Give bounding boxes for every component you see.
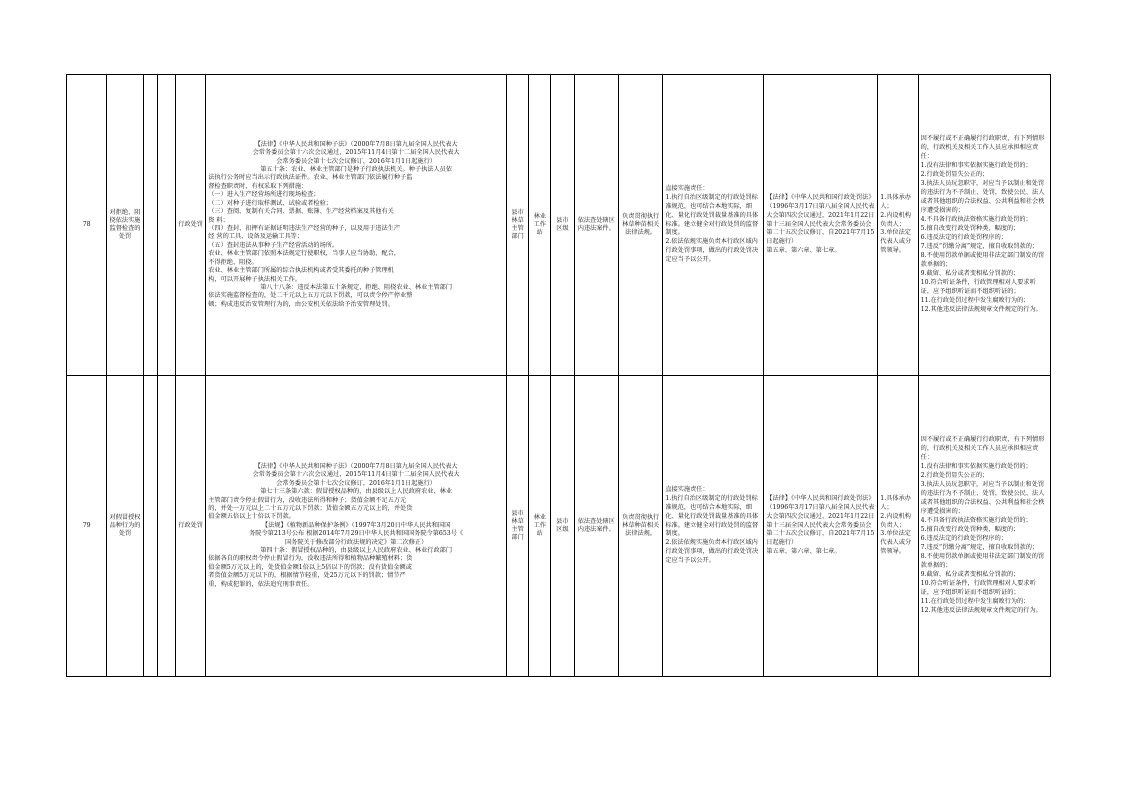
standard-basis: [764, 75, 878, 376]
responsible-subjects: [878, 376, 918, 677]
responsible-subjects-line: 3.单位法定代表人或分管领导。: [880, 229, 912, 255]
implementing-department: 县市林草主管部门: [506, 376, 528, 677]
legal-basis-line: 第五十条：农业、林业主管部门是种子行政执法机关。种子执法人员依: [260, 166, 453, 174]
power-type: 行政处罚: [175, 376, 205, 677]
implementing-unit: 林业工作站: [529, 75, 551, 376]
sub-item-name-cell: [157, 75, 175, 376]
standard-basis: [764, 376, 878, 677]
liability-items: [918, 75, 1050, 376]
responsible-subjects-line: 1.具体承办人；: [880, 494, 911, 511]
legal-basis-line: 值金额5万元以上的，处货值金额1倍以上5倍以下的罚款；没有货值金额或: [208, 563, 412, 571]
legal-basis-line: 国务院关于修改部分行政法规的决定》第二次修正）: [284, 538, 428, 546]
liability-items-line: 因不履行或不正确履行行政职责，有下列情形的，行政机关及相关工作人员应承担相应责任：: [920, 436, 1045, 462]
legal-basis-line: 构，可以开展种子执法相关工作。: [208, 275, 302, 283]
legal-basis-line: 会常务委员会第十七次会议修订，2016年1月1日起施行）: [276, 157, 436, 165]
duty-items-line: 1.执行自治区级制定的行政处罚标准规范，也可结合本地实际，细化、量化行政处罚裁量基准的具体标准。建立健全对行政处罚的监督制度。: [665, 193, 759, 237]
liability-items-line: 12.其他违反法律法规规章文件规定的行为。: [920, 305, 1042, 313]
liability-items-line: 3.执法人员玩忽职守，对应当予以制止和处罚的违法行为不予制止、处罚，致使公民、法人或者其他组织的合法权益、公共利益和社会秩序遭受损害的；: [920, 180, 1045, 215]
legal-basis: [206, 75, 507, 376]
sub-item-cell: [143, 75, 157, 376]
implementing-unit: 林业工作站: [529, 376, 551, 677]
legal-basis-line: （三）查阅、复制有关合同、票据、账簿、生产经营档案及其他有关: [208, 208, 394, 216]
legal-basis-line: 顿；构成违反治安管理行为的，由公安机关依法给予治安管理处罚。: [208, 300, 394, 308]
liability-items-line: 12.其他违反法律法规规章文件规定的行为。: [920, 606, 1042, 614]
legal-basis: [206, 376, 507, 677]
power-type: 行政处罚: [175, 75, 205, 376]
responsible-subjects-line: 1.具体承办人；: [880, 193, 911, 210]
item-number: 79: [67, 376, 107, 677]
liability-items-line: 7.违反“罚缴分离”规定，擅自收取罚款的；: [920, 242, 1039, 250]
legal-basis-line: 主管部门责令停止假冒行为，没收违法所得和种子；货值金额不足五万元: [208, 496, 407, 504]
liability-items-line: 2.行政处罚显失公正的；: [920, 472, 989, 480]
legal-basis-line: 会常务委员会第十七次会议修订，2016年1月1日起施行）: [276, 479, 436, 487]
legal-basis-line: 依据各自的职权责令停止假冒行为，没收违法所得和植物品种繁殖材料；货: [208, 555, 413, 563]
liability-items-line: 3.执法人员玩忽职守，对应当予以制止和处罚的违法行为不予制止、处罚，致使公民、法人或者其他组织的合法权益、公共利益和社会秩序遭受损害的；: [920, 481, 1045, 516]
legal-basis-line: 第四十条：假冒授权品种的，由县级以上人民政府农业、林业行政部门: [260, 547, 453, 555]
department-responsibility: 负责贯彻执行林草种苗相关法律法规。: [618, 376, 662, 677]
duty-items-line: 2.依法依规实施负责本行政区域内行政处罚事项，做出的行政处罚决定应当予以公开。: [665, 539, 759, 565]
standard-basis-line: 第五章、第六章、第七章。: [766, 247, 841, 255]
duty-items-line: 直接实施责任：: [665, 184, 709, 192]
responsible-subjects-line: 2.内设机构负责人；: [880, 512, 911, 529]
liability-items-line: 7.违反“罚缴分离”规定，擅自收取罚款的；: [920, 543, 1039, 551]
legal-basis-line: 第七十三条第六款：假冒授权品种的，由县级以上人民政府农业、林业: [260, 488, 453, 496]
duty-items-line: 1.执行自治区级制定的行政处罚标准规范，也可结合本地实际，细化、量化行政处罚裁量基准的具体标准。建立健全对行政处罚的监督制度。: [665, 494, 759, 538]
liability-items-line: 2.行政处罚显失公正的；: [920, 171, 989, 179]
responsible-subjects: [878, 75, 918, 376]
legal-basis-line: 依法实施监督检查的，处二千元以上五万元以下罚款，可以责令停产停业整: [208, 292, 413, 300]
liability-items: [918, 376, 1050, 677]
table-body: [67, 75, 1051, 677]
legal-basis-line: 值金额五倍以上十倍以下罚款。: [208, 513, 295, 521]
standard-basis-line: 【法律】《中华人民共和国行政处罚法》（1996年3月17日第八届全国人民代表大会第四次会议通过，2021年1月22日第十三届全国人民代表大会常务委员会第二十五次会议修订，自2021年7月15日起施行）: [766, 193, 875, 246]
liability-items-line: 8.不使用罚款单据或使用非法定部门制发的罚款单据的；: [920, 552, 1045, 569]
liability-items-line: 4.不具备行政执法资格实施行政处罚的；: [920, 517, 1032, 525]
legal-basis-line: 会常务委员会第十六次会议通过，2015年11月4日第十二届全国人民代表大: [252, 149, 460, 157]
administrative-level: 县市区级: [551, 75, 574, 376]
sub-item-name-cell: [157, 376, 175, 677]
implementing-department: 县市林草主管部门: [506, 75, 528, 376]
legal-basis-line: 不得拒绝、阻挠。: [208, 258, 258, 266]
legal-basis-line: 农业、林业主管部门所属的综合执法机构或者受其委托的种子管理机: [208, 267, 394, 275]
duty-items: [663, 75, 764, 376]
liability-items-line: 11.在行政处罚过程中发生腐败行为的；: [920, 597, 1030, 605]
power-list-table: [66, 74, 1051, 677]
liability-items-line: 8.不使用罚款单据或使用非法定部门制发的罚款单据的；: [920, 251, 1045, 268]
legal-basis-line: 会常务委员会第十六次会议通过，2015年11月4日第十二届全国人民代表大: [252, 471, 460, 479]
duty-items: [663, 376, 764, 677]
liability-items-line: 因不履行或不正确履行行政职责，有下列情形的，行政机关及相关工作人员应承担相应责任：: [920, 135, 1045, 161]
sub-item-cell: [143, 376, 157, 677]
liability-items-line: 10.符合听证条件，行政管理相对人要求听证，应予组织听证而不组织听证的；: [920, 579, 1036, 596]
legal-basis-line: 务院令第213号公布 根据2014年7月29日中华人民共和国国务院令第653号《: [249, 530, 464, 538]
liability-items-line: 1.没有法律和事实依据实施行政处罚的；: [920, 463, 1032, 471]
standard-basis-line: 【法律】《中华人民共和国行政处罚法》（1996年3月17日第八届全国人民代表大会第四次会议通过，2021年1月22日第十三届全国人民代表大会常务委员会第二十五次会议修订，自2021年7月15日起施行）: [766, 494, 875, 547]
table-row: [67, 75, 1051, 376]
duty-items-line: 2.依法依规实施负责本行政区域内行政处罚事项，做出的行政处罚决定应当予以公开。: [665, 238, 759, 264]
department-responsibility: 负责贯彻执行林草种苗相关法律法规。: [618, 75, 662, 376]
liability-items-line: 11.在行政处罚过程中发生腐败行为的；: [920, 296, 1030, 304]
liability-items-line: 6.违反法定的行政处罚程序的；: [920, 233, 1007, 241]
legal-basis-line: 者货值金额5万元以下的，根据情节轻重，处25万元以下的罚款；情节严: [208, 572, 406, 580]
legal-basis-line: 法执行公务时应当出示行政执法证件。农业、林业主管部门依法履行种子监: [208, 174, 413, 182]
liability-items-line: 4.不具备行政执法资格实施行政处罚的；: [920, 216, 1032, 224]
liability-items-line: 9.截留、私分或者变相私分罚款的；: [920, 570, 1020, 578]
legal-basis-line: 的，并处一万元以上二十五万元以下罚款；货值金额五万元以上的，并处货: [208, 504, 413, 512]
legal-basis-line: （二）对种子进行取样测试、试验或者检验；: [208, 199, 332, 207]
administrative-level: 县市区级: [551, 376, 574, 677]
legal-basis-line: （一）进入生产经营场所进行现场检查；: [208, 191, 320, 199]
legal-basis-line: 经 营的工具、设备及运输工具等；: [208, 233, 304, 241]
responsible-subjects-line: 2.内设机构负责人；: [880, 211, 911, 228]
liability-items-line: 9.截留、私分或者变相私分罚款的；: [920, 269, 1020, 277]
liability-items-line: 5.擅自改变行政处罚种类、幅度的；: [920, 526, 1020, 533]
duty-items-line: 直接实施责任：: [665, 485, 709, 493]
liability-items-line: 10.符合听证条件，行政管理相对人要求听证，应予组织听证而不组织听证的；: [920, 278, 1036, 295]
legal-basis-line: 农业、林业主管部门依照本法规定行使职权，当事人应当协助、配合，: [208, 250, 401, 258]
responsible-subjects-line: 3.单位法定代表人或分管领导。: [880, 530, 912, 556]
legal-basis-line: 【法律】《中华人民共和国种子法》（2000年7月8日第九届全国人民代表大: [254, 140, 458, 148]
item-name: 对拒绝、阻挠依法实施监督检查的处罚: [107, 75, 143, 376]
exercise-scope: 依法查处辖区内违法案件。: [574, 75, 618, 376]
legal-basis-line: 督检查职责时，有权采取下列措施：: [208, 182, 308, 190]
item-number: 78: [67, 75, 107, 376]
exercise-scope: 依法查处辖区内违法案件。: [574, 376, 618, 677]
table-row: [67, 376, 1051, 677]
legal-basis-line: （四）查封、扣押有证据证明违法生产经营的种子，以及用于违法生产: [208, 225, 401, 232]
standard-basis-line: 第五章、第六章、第七章。: [766, 548, 841, 556]
legal-basis-line: 第八十八条：违反本法第五十条规定，拒绝、阻挠农业、林业主管部门: [260, 283, 453, 291]
legal-basis-line: （五）查封违法从事种子生产经营活动的场所。: [208, 241, 339, 249]
legal-basis-line: 【法规】《植物新品种保护条例》（1997年3月20日中华人民共和国国: [261, 521, 451, 529]
legal-basis-line: 重，构成犯罪的，依法追究刑事责任。: [208, 580, 314, 588]
legal-basis-line: 资 料；: [208, 216, 229, 224]
liability-items-line: 1.没有法律和事实依据实施行政处罚的；: [920, 162, 1032, 170]
liability-items-line: 6.违反法定的行政处罚程序的；: [920, 534, 1007, 542]
item-name: 对假冒授权品种行为的处罚: [107, 376, 143, 677]
liability-items-line: 5.擅自改变行政处罚种类、幅度的；: [920, 225, 1020, 232]
legal-basis-line: 【法律】《中华人民共和国种子法》（2000年7月8日第九届全国人民代表大: [254, 462, 458, 470]
